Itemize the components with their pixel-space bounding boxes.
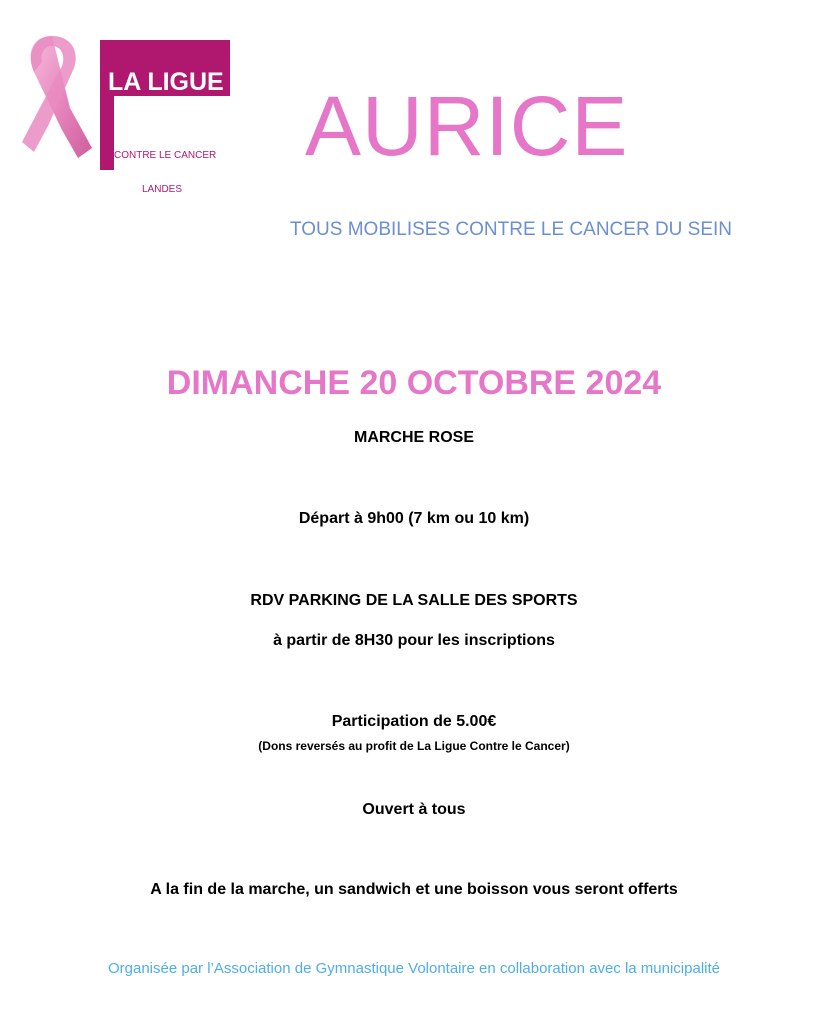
participation-fee: Participation de 5.00€ [331, 713, 497, 730]
open-to-all: Ouvert à tous [362, 801, 466, 818]
refreshments-info: A la fin de la marche, un sandwich et une boisson vous seront offerts [150, 881, 678, 898]
organizer-footer: Organisée par l’Association de Gymnastique Volontaire en collaboration avec la municipalité [107, 960, 720, 977]
tagline: TOUS MOBILISES CONTRE LE CANCER DU SEIN [290, 219, 733, 240]
logo-title: LA LIGUE [108, 68, 224, 96]
logo-box [98, 38, 232, 172]
departure-info: Départ à 9h00 (7 km ou 10 km) [298, 510, 530, 527]
meeting-point: RDV PARKING DE LA SALLE DES SPORTS [250, 592, 578, 609]
event-name: MARCHE ROSE [353, 429, 474, 446]
donation-note: (Dons reversés au profit de La Ligue Contre le Cancer) [258, 739, 570, 753]
ligue-logo [22, 30, 242, 200]
town-title: AURICE [305, 79, 629, 173]
logo-region: LANDES [142, 184, 183, 195]
pink-ribbon-icon [22, 30, 102, 170]
event-date: DIMANCHE 20 OCTOBRE 2024 [166, 364, 662, 402]
logo-subtitle: CONTRE LE CANCER [114, 150, 217, 161]
registration-info: à partir de 8H30 pour les inscriptions [273, 632, 555, 649]
